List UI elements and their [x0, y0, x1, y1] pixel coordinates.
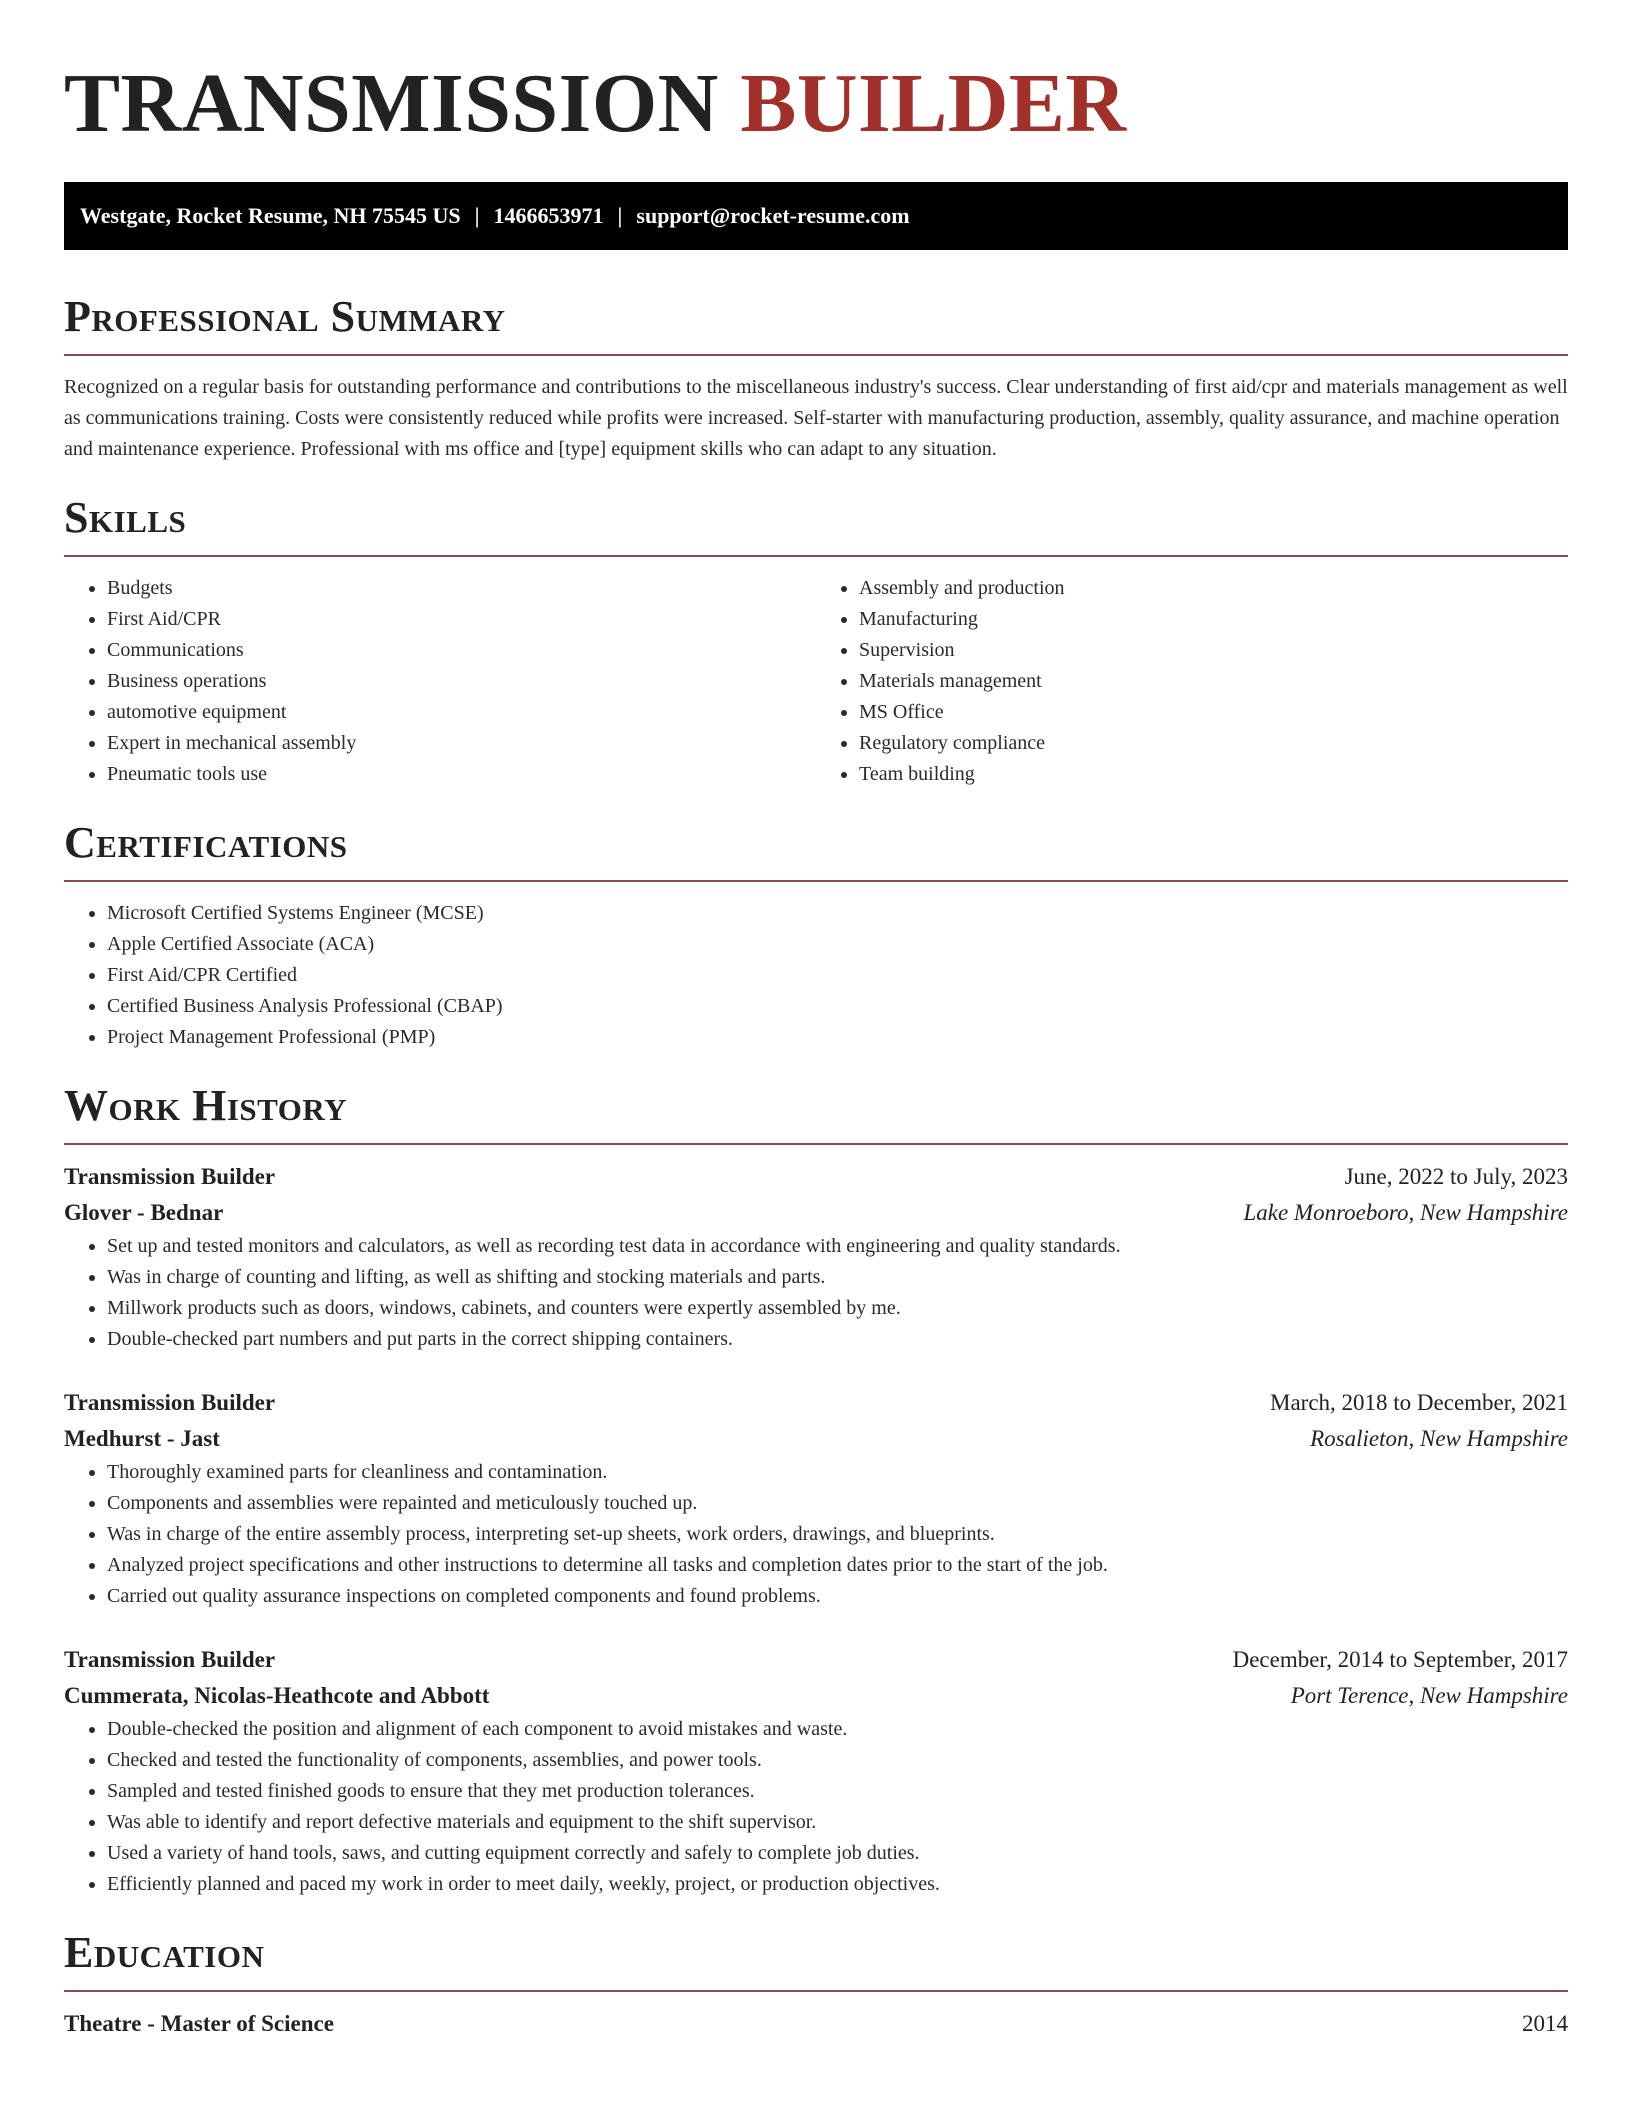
- skills-column-left: [64, 573, 816, 790]
- skill-item: • Regulatory compliance: [859, 728, 1568, 759]
- skill-item: • Supervision: [859, 635, 1568, 666]
- job-duty: • Sampled and tested finished goods to ensure that they met production tolerances.: [107, 1776, 1568, 1807]
- skill-item: • automotive equipment: [107, 697, 816, 728]
- contact-separator: |: [474, 203, 480, 228]
- job-duties: [64, 1231, 1568, 1355]
- job-location: Rosalieton, New Hampshire: [1310, 1426, 1568, 1451]
- job-duty: • Double-checked the position and alignment of each component to avoid mistakes and waste.: [107, 1714, 1568, 1745]
- job-subheader: [64, 1195, 1568, 1231]
- summary-heading: Professional Summary: [64, 292, 506, 341]
- job-duty: • Checked and tested the functionality of components, assemblies, and power tools.: [107, 1745, 1568, 1776]
- job-duty: • Efficiently planned and paced my work in order to meet daily, weekly, project, or production objectives.: [107, 1869, 1568, 1900]
- job-duty: • Was in charge of counting and lifting, as well as shifting and stocking materials and parts.: [107, 1262, 1568, 1293]
- last-name: BUILDER: [740, 57, 1127, 150]
- job-company: Cummerata, Nicolas-Heathcote and Abbott: [64, 1683, 490, 1708]
- work-history-heading: Work History: [64, 1081, 348, 1130]
- skill-item: • Business operations: [107, 666, 816, 697]
- job-subheader: [64, 1678, 1568, 1714]
- job-duties: [64, 1714, 1568, 1900]
- skills-section: [64, 493, 1568, 790]
- skill-item: • First Aid/CPR: [107, 604, 816, 635]
- skill-item: • MS Office: [859, 697, 1568, 728]
- skills-column-right: [816, 573, 1568, 790]
- job-subheader: [64, 1421, 1568, 1457]
- certification-item: • First Aid/CPR Certified: [107, 960, 1568, 991]
- job-company: Medhurst - Jast: [64, 1426, 220, 1451]
- job-title: Transmission Builder: [64, 1390, 276, 1415]
- certification-item: • Apple Certified Associate (ACA): [107, 929, 1568, 960]
- job-location: Port Terence, New Hampshire: [1290, 1683, 1568, 1708]
- skills-columns: [64, 573, 1568, 790]
- job-dates: June, 2022 to July, 2023: [1344, 1164, 1568, 1189]
- contact-address: Westgate, Rocket Resume, NH 75545 US: [80, 203, 461, 228]
- summary-text: Recognized on a regular basis for outstanding performance and contributions to the miscellaneous industry's success. Clear understanding of first aid/cpr and materials management as well as communications training. Costs were consistently reduced while profits were increased. Self-starter with manufacturing production, assembly, quality assurance, and machine operation and maintenance experience. Professional with ms office and [type] equipment skills who can adapt to any situation.: [64, 376, 1568, 460]
- education-year: 2014: [1522, 2011, 1568, 2036]
- education-entry: [64, 2006, 1568, 2042]
- job-dates: December, 2014 to September, 2017: [1232, 1647, 1568, 1672]
- job-entry: [64, 1159, 1568, 1355]
- skills-heading: Skills: [64, 493, 187, 542]
- contact-phone: 1466653971: [493, 203, 604, 228]
- section-divider: [64, 354, 1568, 356]
- job-duty: • Set up and tested monitors and calculators, as well as recording test data in accordance with engineering and quality standards.: [107, 1231, 1568, 1262]
- summary-section: [64, 292, 1568, 465]
- education-degree: Theatre - Master of Science: [64, 2011, 334, 2036]
- certifications-list: [64, 898, 1568, 1053]
- contact-bar: [64, 182, 1568, 250]
- job-header: [64, 1385, 1568, 1421]
- certifications-heading: Certifications: [64, 818, 348, 867]
- job-duty: • Was able to identify and report defective materials and equipment to the shift supervisor.: [107, 1807, 1568, 1838]
- job-location: Lake Monroeboro, New Hampshire: [1243, 1200, 1568, 1225]
- certification-item: • Certified Business Analysis Professional (CBAP): [107, 991, 1568, 1022]
- job-title: Transmission Builder: [64, 1647, 276, 1672]
- certifications-section: [64, 818, 1568, 1053]
- section-divider: [64, 555, 1568, 557]
- job-dates: March, 2018 to December, 2021: [1270, 1390, 1568, 1415]
- certification-item: • Project Management Professional (PMP): [107, 1022, 1568, 1053]
- job-duty: • Was in charge of the entire assembly process, interpreting set-up sheets, work orders, drawings, and blueprints.: [107, 1519, 1568, 1550]
- work-history-section: [64, 1081, 1568, 1900]
- section-divider: [64, 1990, 1568, 1992]
- education-header: [64, 2006, 1568, 2042]
- job-entry: [64, 1385, 1568, 1612]
- job-duty: • Used a variety of hand tools, saws, and cutting equipment correctly and safely to complete job duties.: [107, 1838, 1568, 1869]
- job-duty: • Millwork products such as doors, windows, cabinets, and counters were expertly assembled by me.: [107, 1293, 1568, 1324]
- skill-item: • Assembly and production: [859, 573, 1568, 604]
- section-divider: [64, 1143, 1568, 1145]
- skill-item: • Pneumatic tools use: [107, 759, 816, 790]
- contact-email[interactable]: support@rocket-resume.com: [636, 203, 910, 228]
- candidate-name: [64, 0, 1568, 150]
- skills-list-right: [816, 573, 1568, 790]
- skill-item: • Expert in mechanical assembly: [107, 728, 816, 759]
- job-duty: • Double-checked part numbers and put parts in the correct shipping containers.: [107, 1324, 1568, 1355]
- section-divider: [64, 880, 1568, 882]
- education-heading: Education: [64, 1928, 265, 1977]
- job-duty: • Analyzed project specifications and other instructions to determine all tasks and completion dates prior to the start of the job.: [107, 1550, 1568, 1581]
- contact-separator: |: [617, 203, 623, 228]
- job-duties: [64, 1457, 1568, 1612]
- job-header: [64, 1642, 1568, 1678]
- job-title: Transmission Builder: [64, 1164, 276, 1189]
- skill-item: • Budgets: [107, 573, 816, 604]
- first-name: TRANSMISSION: [64, 57, 719, 150]
- certification-item: • Microsoft Certified Systems Engineer (MCSE): [107, 898, 1568, 929]
- skill-item: • Materials management: [859, 666, 1568, 697]
- education-section: [64, 1928, 1568, 2042]
- skill-item: • Communications: [107, 635, 816, 666]
- job-header: [64, 1159, 1568, 1195]
- job-entry: [64, 1642, 1568, 1900]
- job-company: Glover - Bednar: [64, 1200, 224, 1225]
- job-duty: • Thoroughly examined parts for cleanliness and contamination.: [107, 1457, 1568, 1488]
- skills-list-left: [64, 573, 816, 790]
- job-duty: • Components and assemblies were repainted and meticulously touched up.: [107, 1488, 1568, 1519]
- skill-item: • Team building: [859, 759, 1568, 790]
- job-duty: • Carried out quality assurance inspections on completed components and found problems.: [107, 1581, 1568, 1612]
- skill-item: • Manufacturing: [859, 604, 1568, 635]
